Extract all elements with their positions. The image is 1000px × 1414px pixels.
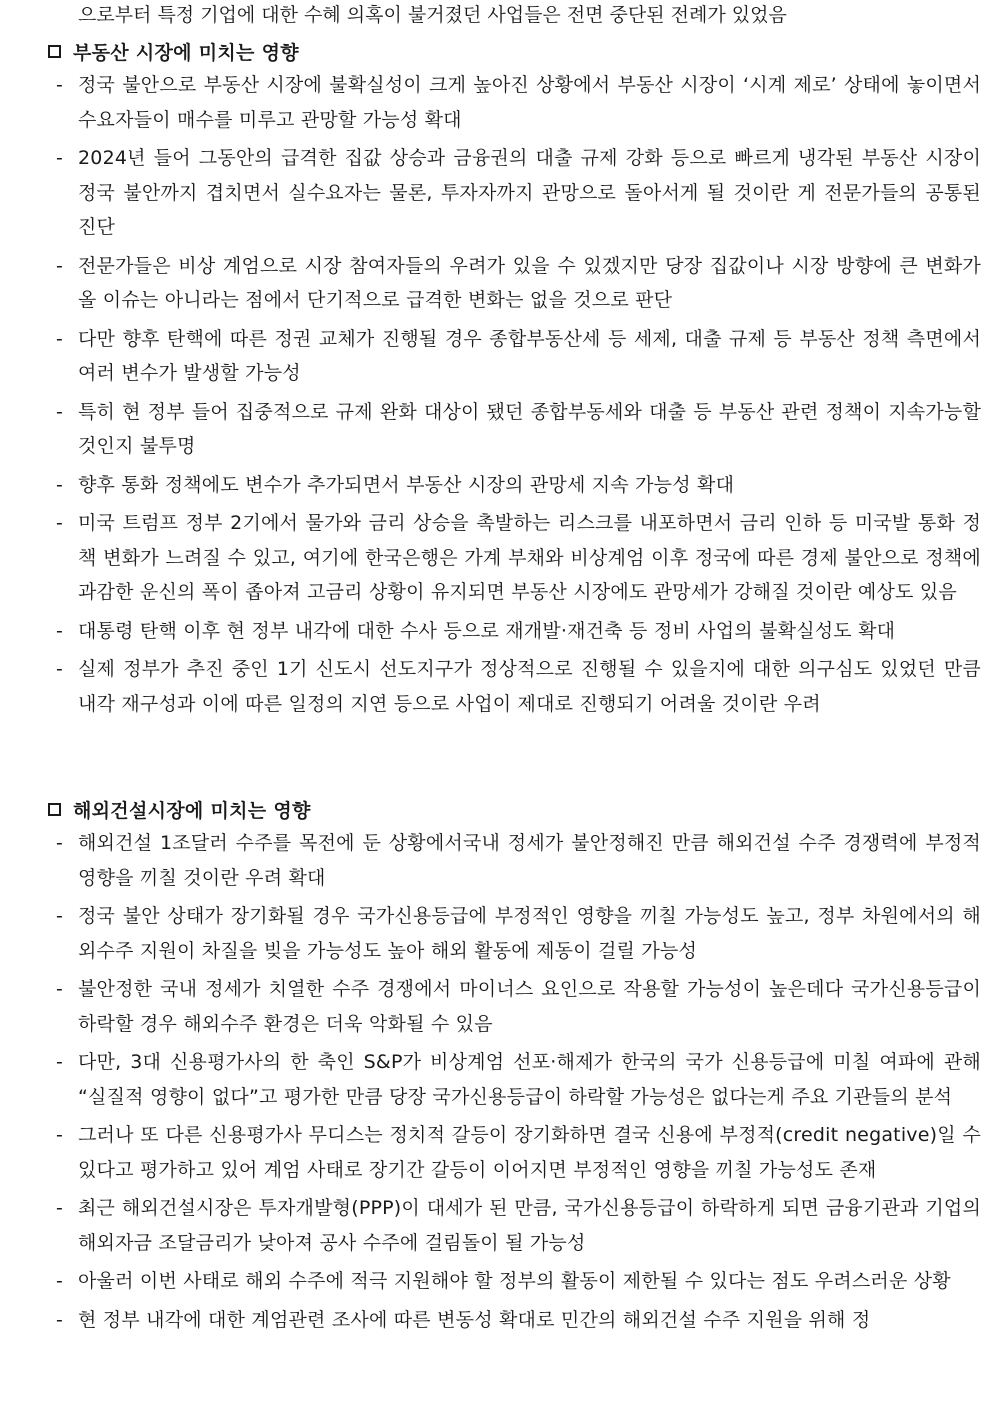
bullet-list xyxy=(46,68,981,721)
list-item-text: 실제 정부가 추진 중인 1기 신도시 선도지구가 정상적으로 진행될 수 있을지에 대한 의구심도 있었던 만큼 내각 재구성과 이에 따른 일정의 지연 등으로 사업이 제대로 진행되기 어려울 것이란 우려 xyxy=(78,658,981,715)
dash-icon: - xyxy=(56,1197,64,1219)
list-item-text: 향후 통화 정책에도 변수가 추가되면서 부동산 시장의 관망세 지속 가능성 확대 xyxy=(78,473,735,496)
list-item-text: 2024년 들어 그동안의 급격한 집값 상승과 금융권의 대출 규제 강화 등으로 빠르게 냉각된 부동산 시장이 정국 불안까지 겹치면서 실수요자는 물론, 투자자까지 관망으로 돌아서게 될 것이란 게 전문가들의 공통된 진단 xyxy=(78,147,981,238)
dash-icon: - xyxy=(56,74,64,96)
list-item xyxy=(46,1191,981,1260)
list-item xyxy=(46,141,981,245)
section-heading xyxy=(46,34,981,68)
list-item-text: 그러나 또 다른 신용평가사 무디스는 정치적 갈등이 장기화하면 결국 신용에 부정적(credit negative)일 수 있다고 평가하고 있어 계엄 사태로 장기간 갈등이 이어지면 부정적인 영향을 끼칠 가능성도 존재 xyxy=(78,1124,981,1181)
dash-icon: - xyxy=(56,254,64,277)
list-item xyxy=(46,1045,981,1114)
dash-icon: - xyxy=(56,1270,64,1292)
dash-icon: - xyxy=(56,832,64,854)
list-item-text: 대통령 탄핵 이후 현 정부 내각에 대한 수사 등으로 재개발·재건축 등 정비 사업의 불확실성도 확대 xyxy=(78,619,896,642)
list-item xyxy=(46,468,981,503)
section-heading xyxy=(46,792,981,826)
dash-icon: - xyxy=(56,978,64,1000)
list-item-text: 불안정한 국내 정세가 치열한 수주 경쟁에서 마이너스 요인으로 작용할 가능성이 높은데다 국가신용등급이 하락할 경우 해외수주 환경은 더욱 악화될 수 있음 xyxy=(78,978,981,1035)
list-item xyxy=(46,506,981,610)
dash-icon: - xyxy=(56,1308,64,1331)
bullet-list xyxy=(46,826,981,1337)
section-real-estate xyxy=(46,34,981,725)
list-item xyxy=(46,826,981,895)
list-item xyxy=(46,652,981,721)
list-item-text: 아울러 이번 사태로 해외 수주에 적극 지원해야 할 정부의 활동이 제한될 수 있다는 점도 우려스러운 상황 xyxy=(78,1270,951,1292)
list-item xyxy=(46,972,981,1041)
dash-icon: - xyxy=(56,1051,64,1073)
list-item xyxy=(46,395,981,464)
section-heading-text: 부동산 시장에 미치는 영향 xyxy=(73,41,299,64)
dash-icon: - xyxy=(56,905,64,927)
list-item-text: 정국 불안 상태가 장기화될 경우 국가신용등급에 부정적인 영향을 끼칠 가능성도 높고, 정부 차원에서의 해외수주 지원이 차질을 빚을 가능성도 높아 해외 활동에 제동이 걸릴 가능성 xyxy=(78,905,981,962)
list-item xyxy=(46,899,981,968)
dash-icon: - xyxy=(56,1124,64,1146)
dash-icon: - xyxy=(56,400,64,423)
list-item-text: 최근 해외건설시장은 투자개발형(PPP)이 대세가 된 만큼, 국가신용등급이 하락하게 되면 금융기관과 기업의 해외자금 조달금리가 낮아져 공사 수주에 걸림돌이 될 가능성 xyxy=(78,1197,981,1254)
list-item xyxy=(46,614,981,649)
list-item xyxy=(46,1264,981,1299)
list-item-text: 해외건설 1조달러 수주를 목전에 둔 상황에서국내 정세가 불안정해진 만큼 해외건설 수주 경쟁력에 부정적 영향을 끼칠 것이란 우려 확대 xyxy=(78,832,981,889)
dash-icon: - xyxy=(56,512,64,534)
list-item-text: 전문가들은 비상 계엄으로 시장 참여자들의 우려가 있을 수 있겠지만 당장 집값이나 시장 방향에 큰 변화가 올 이슈는 아니라는 점에서 단기적으로 급격한 변화는 없을 것으로 판단 xyxy=(78,254,981,311)
list-item xyxy=(46,249,981,318)
continuation-text: 으로부터 특정 기업에 대한 수혜 의혹이 불거졌던 사업들은 전면 중단된 전례가 있었음 xyxy=(78,4,787,26)
dash-icon: - xyxy=(56,147,64,169)
list-item-text: 정국 불안으로 부동산 시장에 불확실성이 크게 높아진 상황에서 부동산 시장이 ‘시계 제로’ 상태에 놓이면서 수요자들이 매수를 미루고 관망할 가능성 확대 xyxy=(78,74,981,131)
section-overseas-construction xyxy=(46,792,981,1341)
list-item-text: 미국 트럼프 정부 2기에서 물가와 금리 상승을 촉발하는 리스크를 내포하면서 금리 인하 등 미국발 통화 정책 변화가 느려질 수 있고, 여기에 한국은행은 가계 부채와 비상계엄 이후 정국에 따른 경제 불안으로 정책에 과감한 운신의 폭이 좁아져 고금리 상황이 유지되면 부동산 시장에도 관망세가 강해질 것이란 예상도 있음 xyxy=(78,512,981,603)
dash-icon: - xyxy=(56,619,64,642)
dash-icon: - xyxy=(56,327,64,350)
square-bullet-icon xyxy=(48,45,61,58)
list-item-text: 다만 향후 탄핵에 따른 정권 교체가 진행될 경우 종합부동산세 등 세제, 대출 규제 등 부동산 정책 측면에서 여러 변수가 발생할 가능성 xyxy=(78,327,981,384)
section-heading-text: 해외건설시장에 미치는 영향 xyxy=(73,799,311,822)
list-item xyxy=(46,1303,981,1338)
dash-icon: - xyxy=(56,473,64,496)
list-item-text: 특히 현 정부 들어 집중적으로 규제 완화 대상이 됐던 종합부동세와 대출 등 부동산 관련 정책이 지속가능할 것인지 불투명 xyxy=(78,400,981,457)
list-item xyxy=(46,68,981,137)
list-item xyxy=(46,1118,981,1187)
square-bullet-icon xyxy=(48,803,61,816)
list-item-text: 다만, 3대 신용평가사의 한 축인 S&P가 비상계엄 선포·해제가 한국의 국가 신용등급에 미칠 여파에 관해 “실질적 영향이 없다”고 평가한 만큼 당장 국가신용등급이 하락할 가능성은 없다는게 주요 기관들의 분석 xyxy=(78,1051,981,1108)
dash-icon: - xyxy=(56,658,64,680)
list-item-text: 현 정부 내각에 대한 계엄관련 조사에 따른 변동성 확대로 민간의 해외건설 수주 지원을 위해 정 xyxy=(78,1308,871,1331)
list-item xyxy=(46,322,981,391)
